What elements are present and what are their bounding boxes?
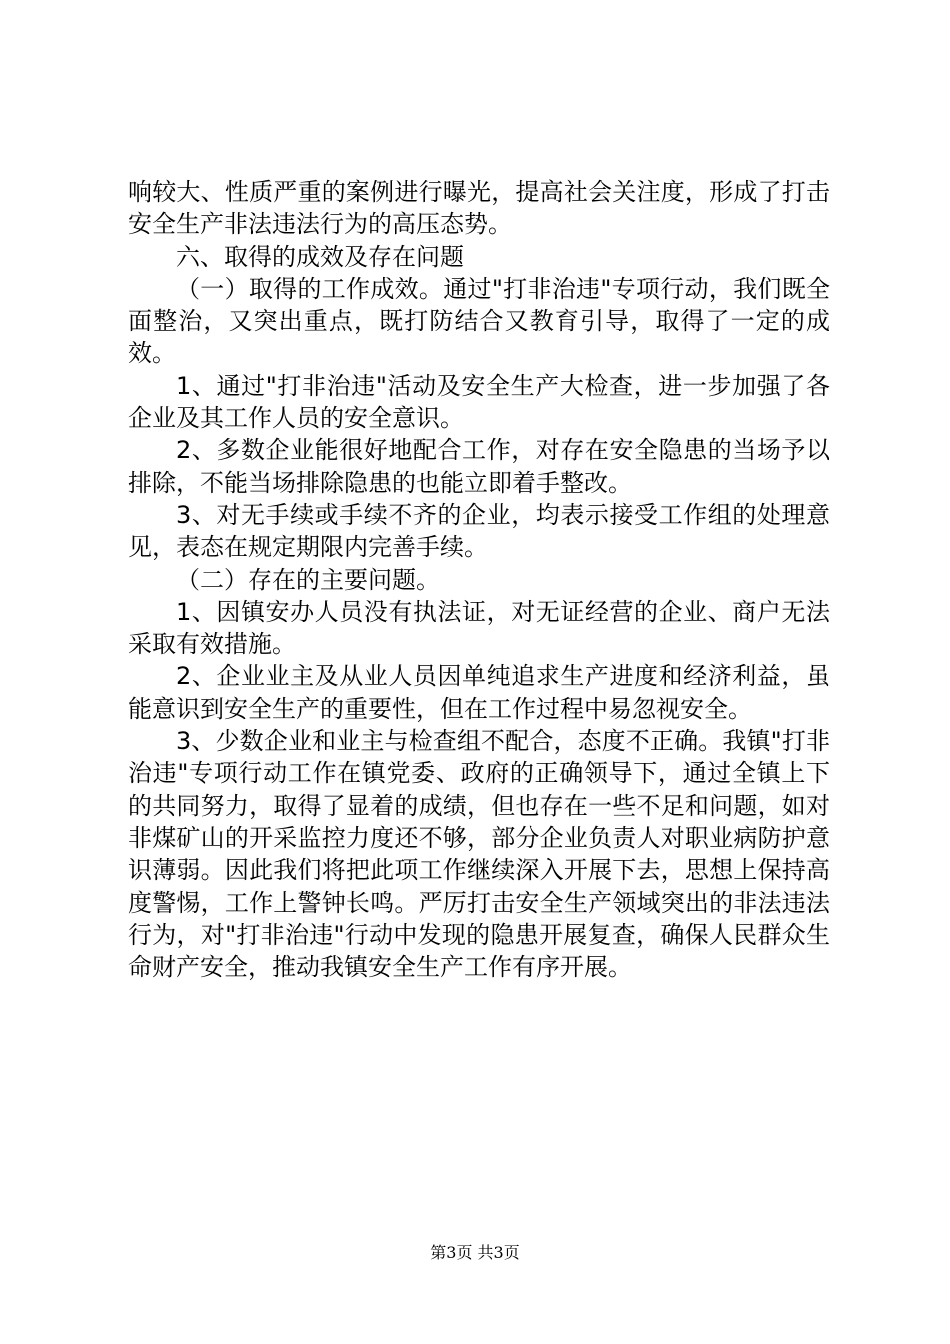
paragraph-achievement-3: 3、对无手续或手续不齐的企业，均表示接受工作组的处理意见，表态在规定期限内完善手续。 <box>128 500 830 562</box>
paragraph-problem-1: 1、因镇安办人员没有执法证，对无证经营的企业、商户无法采取有效措施。 <box>128 597 830 659</box>
paragraph-continuation: 响较大、性质严重的案例进行曝光，提高社会关注度，形成了打击安全生产非法违法行为的高压态势。 <box>128 178 830 239</box>
section-heading-results-and-problems: 六、取得的成效及存在问题 <box>176 242 464 271</box>
page-footer <box>0 1243 950 1263</box>
paragraph-problem-3-conclusion: 3、少数企业和业主与检查组不配合，态度不正确。我镇"打非治违"专项行动工作在镇党委、政府的正确领导下，通过全镇上下的共同努力，取得了显着的成绩，但也存在一些不足和问题，如对非煤矿山的开采监控力度还不够，部分企业负责人对职业病防护意识薄弱。因此我们将把此项工作继续深入开展下去，思想上保持高度警惕，工作上警钟长鸣。严厉打击安全生产领域突出的非法违法行为，对"打非治违"行动中发现的隐患开展复查，确保人民群众生命财产安全，推动我镇安全生产工作有序开展。 <box>128 727 830 982</box>
page-number-label: 第3页 共3页 <box>430 1243 520 1262</box>
paragraph-problem-2: 2、企业业主及从业人员因单纯追求生产进度和经济利益，虽能意识到安全生产的重要性，但在工作过程中易忽视安全。 <box>128 662 830 723</box>
subheading-main-problems: （二）存在的主要问题。 <box>176 565 440 594</box>
document-body <box>128 176 830 983</box>
paragraph-achievement-1: 1、通过"打非治违"活动及安全生产大检查，进一步加强了各企业及其工作人员的安全意识。 <box>128 371 830 433</box>
paragraph-achievement-2: 2、多数企业能很好地配合工作，对存在安全隐患的当场予以排除，不能当场排除隐患的也能立即着手整改。 <box>128 436 830 497</box>
paragraph-achievements: （一）取得的工作成效。通过"打非治违"专项行动，我们既全面整治，又突出重点，既打防结合又教育引导，取得了一定的成效。 <box>128 274 830 368</box>
